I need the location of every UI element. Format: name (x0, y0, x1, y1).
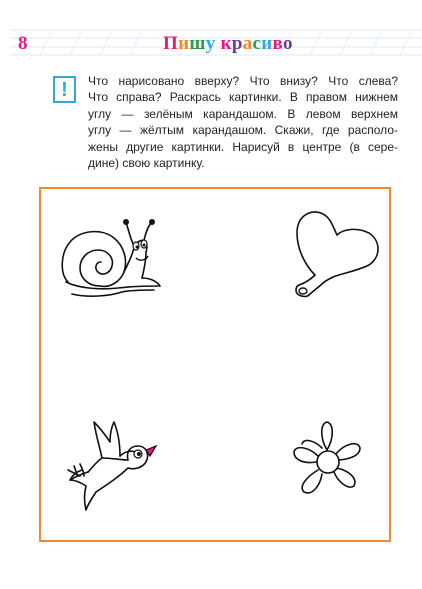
task-line: Что нарисовано вверху? Что внизу? Что слева? (88, 74, 398, 88)
bird-picture[interactable] (66, 418, 158, 514)
title-letter: ш (189, 33, 206, 54)
page-number: 8 (18, 33, 28, 54)
title-letter: П (163, 33, 179, 54)
title-letter: р (231, 33, 243, 54)
task-line: углу — жёлтым карандашом. Скажи, где располо- (88, 123, 398, 138)
attention-icon (53, 76, 76, 103)
title-letter: в (272, 33, 284, 54)
title-letter: у (205, 33, 216, 54)
task-line: жены другие картинки. Нарисуй в центре (в сере- (88, 139, 398, 154)
page-title (163, 33, 293, 55)
task-instructions (88, 73, 398, 171)
attention-mark: ! (61, 78, 68, 101)
flower-picture[interactable] (292, 420, 362, 522)
title-letter: о (283, 33, 293, 54)
task-line: углу — зелёным карандашом. В левом верхнем (88, 106, 398, 121)
balloon-picture[interactable] (285, 205, 385, 301)
snail-picture[interactable] (58, 216, 164, 302)
title-letter: с (252, 33, 262, 54)
task-line: дине) свою картинку. (88, 156, 205, 171)
task-line: Что справа? Раскрась картинки. В правом нижнем (88, 90, 398, 105)
title-letter: к (220, 33, 232, 54)
title-letter: а (242, 33, 253, 54)
title-letter: и (261, 33, 273, 54)
title-letter: и (178, 33, 190, 54)
